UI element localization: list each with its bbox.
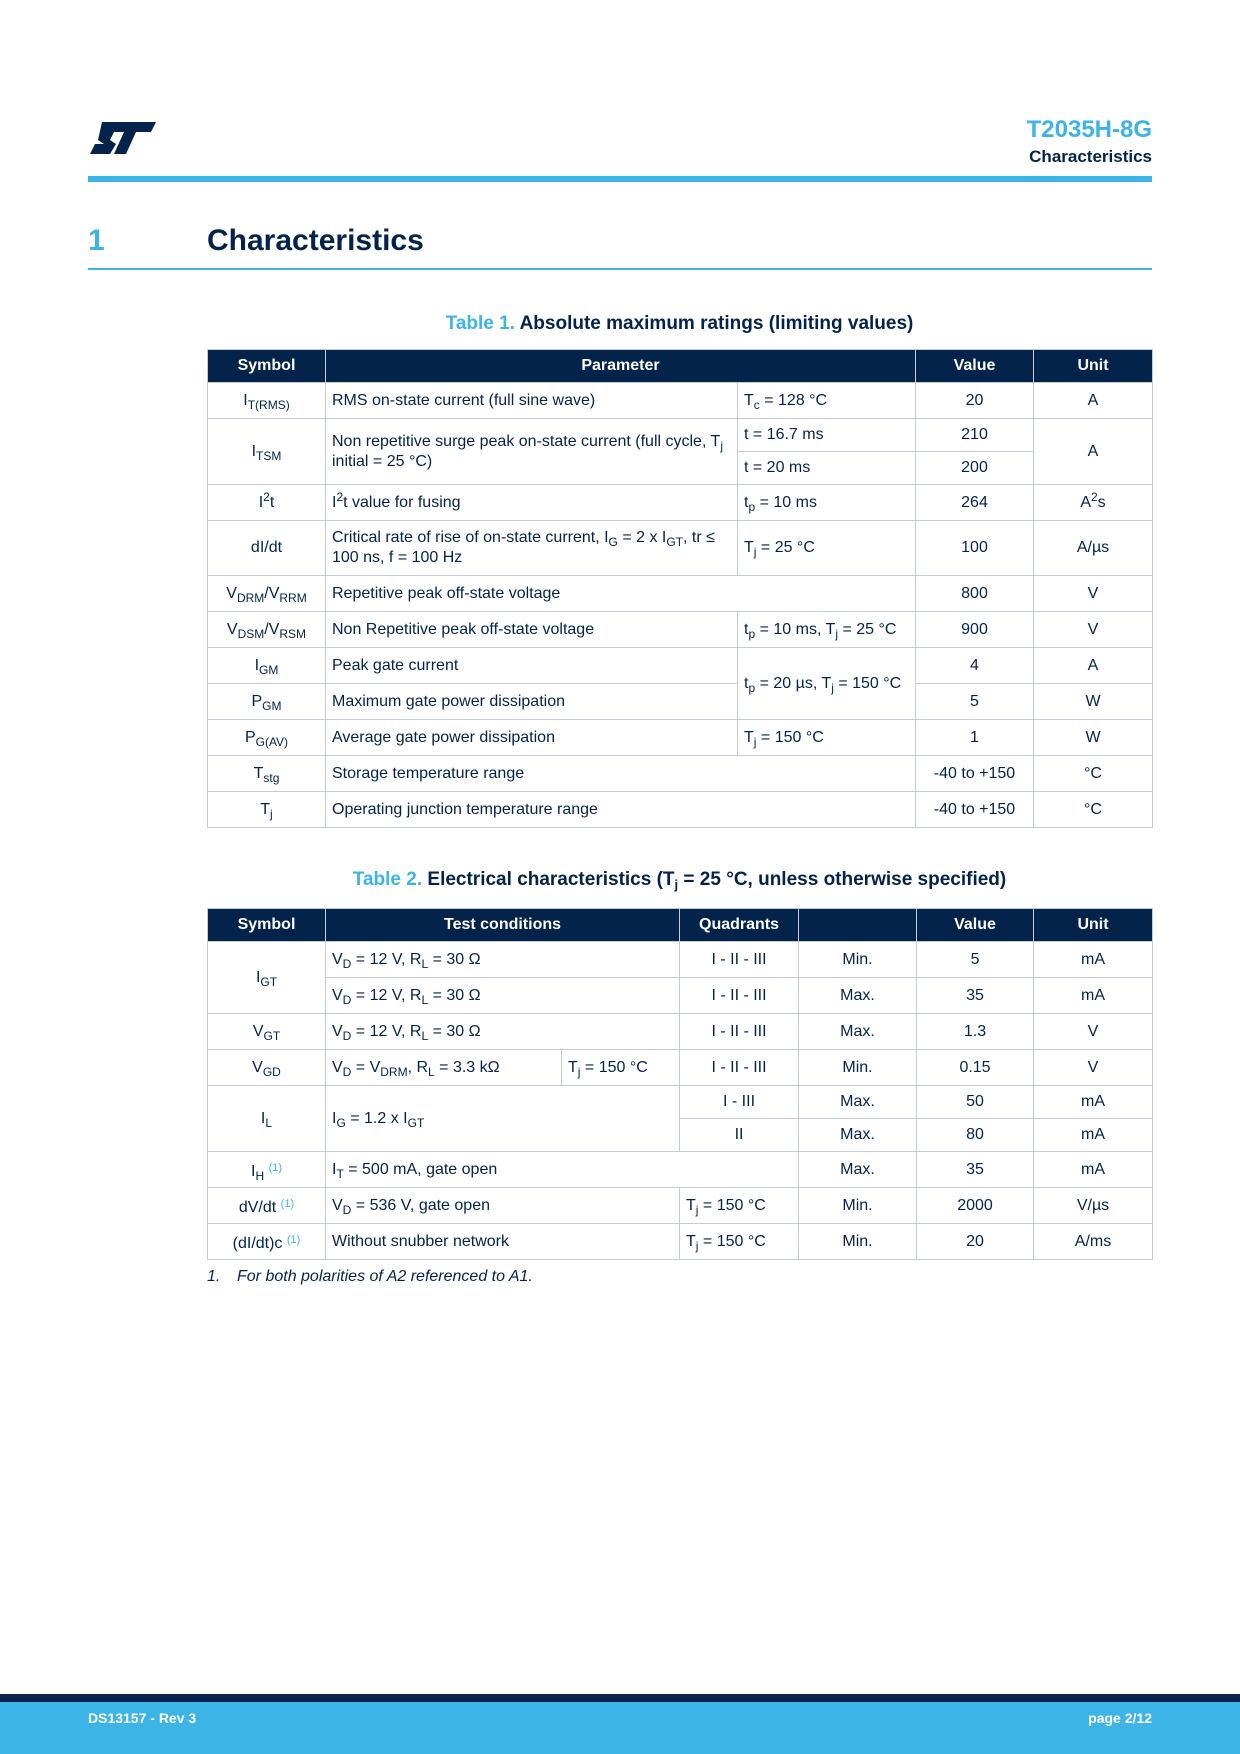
- value-cell: 210: [916, 419, 1034, 452]
- symbol-cell: $I_{TSM}$: [208, 419, 326, 485]
- col-unit: Unit: [1034, 909, 1153, 942]
- symbol-cell: (dI/dt)c $^{(1)}$: [208, 1224, 326, 1260]
- unit-cell: mA: [1034, 1086, 1153, 1119]
- unit-cell: A: [1034, 419, 1153, 485]
- quadrant-cell: I - III: [680, 1086, 799, 1119]
- symbol-cell: $V_{DSM}/V_{RSM}$: [208, 612, 326, 648]
- condition-cell: $t_p = 10$ ms: [738, 485, 916, 521]
- header-rule: [88, 176, 1152, 182]
- unit-cell: A/ms: [1034, 1224, 1153, 1260]
- parameter-cell: RMS on-state current (full sine wave): [326, 383, 738, 419]
- value-cell: 50: [917, 1086, 1034, 1119]
- limit-cell: Max.: [799, 1119, 917, 1152]
- col-value: Value: [917, 909, 1034, 942]
- symbol-cell: $P_{GM}$: [208, 684, 326, 720]
- unit-cell: V/µs: [1034, 1188, 1153, 1224]
- quadrant-cell: I - II - III: [680, 942, 799, 978]
- symbol-cell: $I_H$ $^{(1)}$: [208, 1152, 326, 1188]
- table-row: [208, 792, 1153, 828]
- limit-cell: Max.: [799, 1152, 917, 1188]
- value-cell: 5: [917, 942, 1034, 978]
- page-number: page 2/12: [1088, 1710, 1152, 1726]
- quadrant-cell: I - II - III: [680, 1050, 799, 1086]
- document-title: T2035H-8G: [1026, 116, 1152, 143]
- table-row: [208, 485, 1153, 521]
- table-row: [208, 1188, 1153, 1224]
- value-cell: 200: [916, 452, 1034, 485]
- document-revision: DS13157 - Rev 3: [88, 1710, 197, 1726]
- value-cell: -40 to +150: [916, 792, 1034, 828]
- quadrant-cell: I - II - III: [680, 1014, 799, 1050]
- quadrant-cell: I - II - III: [680, 978, 799, 1014]
- condition-cell: $I_T = 500$ mA, gate open: [326, 1152, 799, 1188]
- condition-cell: $T_j = 150$ °C: [738, 720, 916, 756]
- value-cell: 0.15: [917, 1050, 1034, 1086]
- symbol-cell: $V_{DRM}/V_{RRM}$: [208, 576, 326, 612]
- value-cell: 20: [916, 383, 1034, 419]
- value-cell: 800: [916, 576, 1034, 612]
- unit-cell: °C: [1034, 792, 1153, 828]
- st-logo: [88, 118, 158, 158]
- parameter-cell: Maximum gate power dissipation: [326, 684, 738, 720]
- value-cell: 5: [916, 684, 1034, 720]
- value-cell: 35: [917, 1152, 1034, 1188]
- symbol-cell: $I_{GM}$: [208, 648, 326, 684]
- value-cell: 1.3: [917, 1014, 1034, 1050]
- table-header-row: [208, 350, 1153, 383]
- unit-cell: $A^2s$: [1034, 485, 1153, 521]
- parameter-cell: Storage temperature range: [326, 756, 916, 792]
- section-rule: [88, 268, 1152, 270]
- condition-cell: $I_G = 1.2$ x $I_{GT}$: [326, 1086, 680, 1152]
- limit-cell: Min.: [799, 942, 917, 978]
- condition-cell-2: $T_j = 150$ °C: [562, 1050, 680, 1086]
- col-parameter: Parameter: [326, 350, 916, 383]
- table-header-row: [208, 909, 1153, 942]
- limit-cell: Min.: [799, 1188, 917, 1224]
- table-row: [208, 612, 1153, 648]
- value-cell: -40 to +150: [916, 756, 1034, 792]
- footnote-text: For both polarities of A2 referenced to A1.: [237, 1268, 533, 1285]
- symbol-cell: $P_{G(AV)}$: [208, 720, 326, 756]
- symbol-cell: $I_{GT}$: [208, 942, 326, 1014]
- parameter-cell: $I^2t$ value for fusing: [326, 485, 738, 521]
- condition-cell: t = 16.7 ms: [738, 419, 916, 452]
- condition-cell: $t_p = 10$ ms, $T_j = 25$ °C: [738, 612, 916, 648]
- condition-cell: t = 20 ms: [738, 452, 916, 485]
- value-cell: 100: [916, 521, 1034, 576]
- section-title: Characteristics: [207, 224, 424, 257]
- unit-cell: V: [1034, 576, 1153, 612]
- value-cell: 2000: [917, 1188, 1034, 1224]
- quadrant-cell: II: [680, 1119, 799, 1152]
- condition-cell: $V_D = 536$ V, gate open: [326, 1188, 680, 1224]
- limit-cell: Max.: [799, 1086, 917, 1119]
- parameter-cell: Critical rate of rise of on-state current, $I_G = 2$ x $I_{GT}$, tr ≤ 100 ns, f = 100 Hz: [326, 521, 738, 576]
- limit-cell: Min.: [799, 1050, 917, 1086]
- value-cell: 264: [916, 485, 1034, 521]
- symbol-cell: $I^2t$: [208, 485, 326, 521]
- table-row: [208, 978, 1153, 1014]
- col-symbol: Symbol: [208, 909, 326, 942]
- parameter-cell: Non Repetitive peak off-state voltage: [326, 612, 738, 648]
- parameter-cell: Non repetitive surge peak on-state current (full cycle, $T_j$ initial = 25 °C): [326, 419, 738, 485]
- condition-cell-2: $T_j = 150$ °C: [680, 1224, 799, 1260]
- table2-title: Electrical characteristics ($T_j = 25$ °C, unless otherwise specified): [427, 869, 1007, 892]
- limit-cell: Min.: [799, 1224, 917, 1260]
- table-row: [208, 684, 1153, 720]
- col-test-conditions: Test conditions: [326, 909, 680, 942]
- table-row: [208, 648, 1153, 684]
- table-footnote: [207, 1268, 533, 1286]
- table-row: [208, 1224, 1153, 1260]
- unit-cell: V: [1034, 1050, 1153, 1086]
- col-quadrants: Quadrants: [680, 909, 799, 942]
- table-row: [208, 1050, 1153, 1086]
- unit-cell: V: [1034, 612, 1153, 648]
- value-cell: 1: [916, 720, 1034, 756]
- condition-cell-2: $T_j = 150$ °C: [680, 1188, 799, 1224]
- table-row: [208, 383, 1153, 419]
- table1-title: Absolute maximum ratings (limiting values): [519, 313, 914, 334]
- electrical-characteristics-table: [207, 908, 1153, 1260]
- unit-cell: mA: [1034, 1119, 1153, 1152]
- table-row: [208, 1014, 1153, 1050]
- unit-cell: mA: [1034, 942, 1153, 978]
- parameter-cell: Repetitive peak off-state voltage: [326, 576, 916, 612]
- symbol-cell: dI/dt: [208, 521, 326, 576]
- unit-cell: mA: [1034, 978, 1153, 1014]
- section-number: 1: [88, 224, 105, 257]
- table-row: [208, 942, 1153, 978]
- parameter-cell: Operating junction temperature range: [326, 792, 916, 828]
- unit-cell: A: [1034, 648, 1153, 684]
- symbol-cell: $T_j$: [208, 792, 326, 828]
- value-cell: 900: [916, 612, 1034, 648]
- table2-caption: [207, 869, 1152, 891]
- condition-cell: $V_D = 12$ V, $R_L = 30$ Ω: [326, 942, 680, 978]
- symbol-cell: dV/dt $^{(1)}$: [208, 1188, 326, 1224]
- condition-cell: $V_D = 12$ V, $R_L = 30$ Ω: [326, 1014, 680, 1050]
- value-cell: 4: [916, 648, 1034, 684]
- col-unit: Unit: [1034, 350, 1153, 383]
- table-row: [208, 1086, 1153, 1119]
- unit-cell: mA: [1034, 1152, 1153, 1188]
- condition-cell: $T_c = 128$ °C: [738, 383, 916, 419]
- condition-cell: $t_p = 20$ µs, $T_j = 150$ °C: [738, 648, 916, 720]
- unit-cell: W: [1034, 720, 1153, 756]
- symbol-cell: $I_{T(RMS)}$: [208, 383, 326, 419]
- parameter-cell: Peak gate current: [326, 648, 738, 684]
- document-subtitle: Characteristics: [1029, 147, 1152, 166]
- condition-cell: $V_D = 12$ V, $R_L = 30$ Ω: [326, 978, 680, 1014]
- footer-rule: [0, 1694, 1240, 1702]
- table-row: [208, 1152, 1153, 1188]
- absolute-max-ratings-table: [207, 349, 1153, 828]
- symbol-cell: $V_{GD}$: [208, 1050, 326, 1086]
- value-cell: 20: [917, 1224, 1034, 1260]
- footnote-number: 1.: [207, 1268, 221, 1285]
- limit-cell: Max.: [799, 978, 917, 1014]
- condition-cell: Without snubber network: [326, 1224, 680, 1260]
- unit-cell: V: [1034, 1014, 1153, 1050]
- col-limit: [799, 909, 917, 942]
- table-row: [208, 720, 1153, 756]
- parameter-cell: Average gate power dissipation: [326, 720, 738, 756]
- condition-cell: $T_j = 25$ °C: [738, 521, 916, 576]
- table-row: [208, 756, 1153, 792]
- value-cell: 80: [917, 1119, 1034, 1152]
- unit-cell: A: [1034, 383, 1153, 419]
- table1-caption: [207, 313, 1152, 335]
- table-row: [208, 419, 1153, 452]
- unit-cell: A/µs: [1034, 521, 1153, 576]
- table-row: [208, 576, 1153, 612]
- condition-cell: $V_D = V_{DRM}$, $R_L = 3.3$ kΩ: [326, 1050, 562, 1086]
- col-symbol: Symbol: [208, 350, 326, 383]
- symbol-cell: $V_{GT}$: [208, 1014, 326, 1050]
- unit-cell: °C: [1034, 756, 1153, 792]
- value-cell: 35: [917, 978, 1034, 1014]
- symbol-cell: $T_{stg}$: [208, 756, 326, 792]
- table2-label: Table 2.: [352, 869, 423, 890]
- unit-cell: W: [1034, 684, 1153, 720]
- limit-cell: Max.: [799, 1014, 917, 1050]
- symbol-cell: $I_L$: [208, 1086, 326, 1152]
- table-row: [208, 521, 1153, 576]
- table1-label: Table 1.: [445, 313, 515, 334]
- col-value: Value: [916, 350, 1034, 383]
